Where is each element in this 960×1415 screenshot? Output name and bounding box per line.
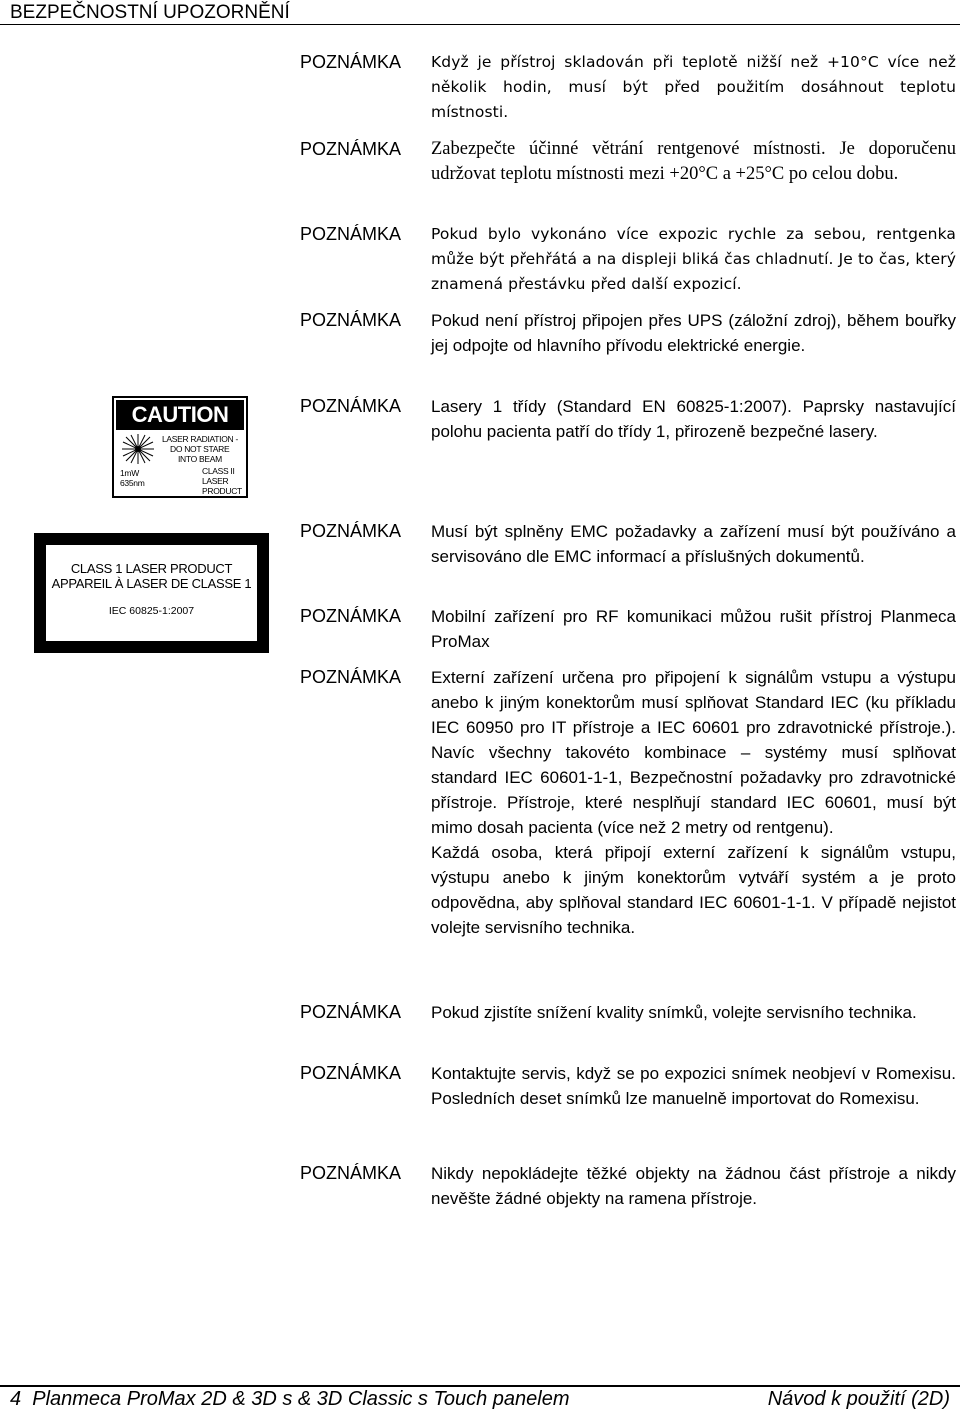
note-label: POZNÁMKA bbox=[300, 224, 402, 244]
note-text: Mobilní zařízení pro RF komunikaci můžou rušit přístroj Planmeca ProMax bbox=[431, 607, 956, 651]
laser-wavelength: 635nm bbox=[120, 478, 145, 488]
note-text: Nikdy nepokládejte těžké objekty na žádnou část přístroje a nikdy nevěšte žádné objekty na ramena přístroje. bbox=[431, 1164, 956, 1208]
footer-page-title: 4 Planmeca ProMax 2D & 3D s & 3D Classic s Touch panelem bbox=[10, 1388, 570, 1410]
note-label: POZNÁMKA bbox=[300, 52, 402, 72]
footer-divider bbox=[0, 1385, 960, 1387]
caution-line-1: LASER RADIATION - bbox=[162, 434, 238, 444]
note-paragraph: Každá osoba, která připojí externí zařízení k signálům vstupu, výstupu anebo k jiným konektorům vytváří systém a je proto odpovědna, aby splňoval standard IEC 60601-1-1. V případě nejistot volejte servisního technika. bbox=[431, 843, 956, 937]
caution-line-3: INTO BEAM bbox=[178, 454, 222, 464]
caution-title: CAUTION bbox=[116, 400, 244, 430]
page-header-title: BEZPEČNOSTNÍ UPOZORNĚNÍ bbox=[10, 2, 290, 23]
laser-class-line-3: PRODUCT bbox=[202, 486, 242, 496]
note-label: POZNÁMKA bbox=[300, 1002, 402, 1022]
class1-label-line-1: CLASS 1 LASER PRODUCT bbox=[70, 561, 233, 576]
note-paragraph: Externí zařízení určena pro připojení k signálům vstupu a výstupu anebo k jiným konektorům musí splňovat Standard IEC (ku příkladu IEC 60950 pro IT přístroje a IEC 60601 pro zdravotnické přístroje.). Navíc všechny takovéto kombinace – systémy musí splňovat standard IEC 60601-1-1, Bezpečnostní požadavky pro zdravotnické přístroje. Přístroje, které nesplňují standard IEC 60601, musí být mimo dosah pacienta (více než 2 metry od rentgenu). bbox=[431, 668, 956, 837]
caution-line-2: DO NOT STARE bbox=[170, 444, 230, 454]
note-label: POZNÁMKA bbox=[300, 521, 402, 541]
note-text bbox=[431, 665, 956, 940]
note-label: POZNÁMKA bbox=[300, 667, 402, 687]
class1-label-standard: IEC 60825-1:2007 bbox=[108, 605, 195, 617]
note-text: Lasery 1 třídy (Standard EN 60825-1:2007). Paprsky nastavující polohu pacienta patří do třídy 1, přirozeně bezpečné lasery. bbox=[431, 397, 956, 441]
laser-starburst-icon bbox=[116, 432, 160, 466]
note-label: POZNÁMKA bbox=[300, 139, 402, 159]
laser-power: 1mW bbox=[120, 468, 139, 478]
note-text: Musí být splněny EMC požadavky a zařízení musí být používáno a servisováno dle EMC informací a příslušných dokumentů. bbox=[431, 522, 956, 566]
note-text: Pokud bylo vykonáno více expozic rychle za sebou, rentgenka může být přehřátá a na displeji bliká čas chladnutí. Je to čas, který znamená přestávku před další expozicí. bbox=[431, 225, 956, 293]
header-divider bbox=[0, 24, 960, 25]
note-text: Kontaktujte servis, když se po expozici snímek neobjeví v Romexisu. Posledních deset snímků lze manuelně importovat do Romexisu. bbox=[431, 1064, 956, 1108]
laser-class-line-2: LASER bbox=[202, 476, 229, 486]
class1-label-panel bbox=[46, 545, 257, 641]
laser-class: CLASS II bbox=[202, 466, 235, 476]
class1-label-line-2: APPAREIL À LASER DE CLASSE 1 bbox=[51, 576, 252, 591]
note-text: Když je přístroj skladován při teplotě nižší než +10°C více než několik hodin, musí být před použitím dosáhnout teplotu místnosti. bbox=[431, 53, 956, 121]
note-label: POZNÁMKA bbox=[300, 1163, 402, 1183]
note-label: POZNÁMKA bbox=[300, 310, 402, 330]
note-label: POZNÁMKA bbox=[300, 396, 402, 416]
note-text: Pokud zjistíte snížení kvality snímků, volejte servisního technika. bbox=[431, 1003, 917, 1022]
footer-manual-name: Návod k použití (2D) bbox=[767, 1388, 950, 1410]
note-text: Pokud není přístroj připojen přes UPS (záložní zdroj), během bouřky jej odpojte od hlavního přívodu elektrické energie. bbox=[431, 311, 956, 355]
note-text: Zabezpečte účinné větrání rentgenové místnosti. Je doporučenu udržovat teplotu místnosti mezi +20°C a +25°C po celou dobu. bbox=[431, 139, 956, 184]
class1-laser-product-label bbox=[34, 533, 269, 653]
note-label: POZNÁMKA bbox=[300, 1063, 402, 1083]
caution-laser-label bbox=[112, 396, 248, 498]
note-label: POZNÁMKA bbox=[300, 606, 402, 626]
